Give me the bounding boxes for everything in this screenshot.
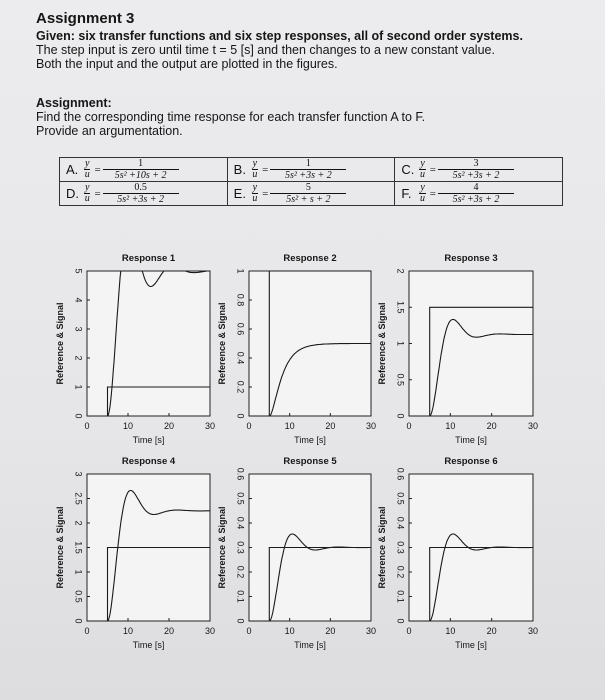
x-axis-label: Time [s] — [294, 435, 326, 445]
given-line: Both the input and the output are plotted in the figures. — [36, 57, 338, 71]
response-chart-3 — [377, 253, 538, 445]
y-tick-label: 1.5 — [395, 300, 406, 314]
y-tick-label: 0.5 — [235, 492, 246, 505]
x-tick-label: 20 — [486, 626, 497, 636]
y-tick-label: 0.3 — [395, 541, 406, 554]
y-tick-label: 1.5 — [73, 541, 84, 554]
y-tick-label: 0 — [235, 618, 246, 624]
y-tick-label: 1 — [235, 268, 246, 274]
x-tick-label: 30 — [365, 626, 377, 636]
response-chart-2 — [217, 253, 376, 445]
x-tick-label: 10 — [445, 421, 456, 431]
y-axis-label: Reference & Signal — [55, 302, 65, 385]
tf-numerator: 3 — [438, 158, 514, 170]
chart-title: Response 2 — [283, 253, 337, 264]
x-tick-label: 0 — [84, 421, 90, 431]
x-axis-label: Time [s] — [132, 640, 165, 650]
y-tick-label: 2 — [395, 268, 406, 274]
x-tick-label: 30 — [365, 421, 377, 431]
tf-denominator: 5s² +3s + 2 — [452, 170, 500, 181]
tf-numerator: 1 — [270, 158, 346, 170]
y-tick-label: 0.5 — [395, 373, 406, 387]
y-tick-label: 0 — [73, 413, 84, 419]
y-tick-label: 0.1 — [235, 590, 246, 603]
x-tick-label: 0 — [246, 626, 252, 636]
x-tick-label: 20 — [486, 421, 497, 431]
tf-letter: E. — [233, 186, 246, 201]
x-tick-label: 10 — [122, 626, 134, 636]
y-tick-label: 0.4 — [235, 351, 246, 365]
y-tick-label: 0 — [395, 618, 406, 624]
y-tick-label: 0.2 — [235, 565, 246, 579]
tf-letter: A. — [66, 162, 79, 177]
assignment-line: Find the corresponding time response for each transfer function A to F. — [36, 110, 426, 124]
chart-title: Response 5 — [283, 456, 337, 467]
y-tick-label: 1 — [73, 384, 84, 390]
y-axis-label: Reference & Signal — [217, 302, 227, 385]
y-axis-label: Reference & Signal — [55, 506, 65, 589]
tf-input-symbol: u — [420, 169, 426, 180]
y-tick-label: 3 — [73, 326, 84, 332]
y-tick-label: 0 — [395, 413, 406, 419]
tf-output-symbol: y — [252, 158, 258, 169]
x-tick-label: 0 — [246, 421, 252, 431]
y-tick-label: 4 — [73, 297, 84, 303]
x-tick-label: 0 — [406, 626, 412, 636]
tf-denominator: 5s² +10s + 2 — [114, 170, 167, 181]
tf-letter: B. — [233, 162, 246, 177]
tf-denominator: 5s² + s + 2 — [286, 194, 331, 205]
tf-equals: = — [429, 163, 436, 176]
x-tick-label: 10 — [122, 421, 134, 431]
tf-input-symbol: u — [84, 193, 90, 204]
plot-axes-box — [409, 271, 533, 416]
response-chart-5 — [217, 456, 376, 650]
tf-output-symbol: y — [85, 158, 90, 169]
tf-output-symbol: y — [252, 182, 258, 193]
x-tick-label: 30 — [527, 421, 539, 431]
y-tick-label: 0.6 — [395, 467, 406, 481]
assignment-heading: Assignment: — [36, 96, 112, 110]
response-chart-6 — [377, 456, 538, 650]
y-axis-label: Reference & Signal — [377, 506, 387, 589]
y-tick-label: 0.2 — [395, 565, 406, 579]
y-tick-label: 0.8 — [235, 293, 246, 307]
tf-denominator: 5s² +3s + 2 — [284, 170, 332, 181]
tf-output-symbol: y — [85, 182, 90, 193]
x-axis-label: Time [s] — [132, 435, 165, 445]
tf-input-symbol: u — [420, 193, 426, 204]
tf-input-symbol: u — [252, 169, 258, 180]
x-tick-label: 10 — [445, 626, 456, 636]
tf-equals: = — [429, 187, 436, 200]
x-axis-label: Time [s] — [455, 435, 487, 445]
tf-equals: = — [262, 163, 269, 176]
y-tick-label: 2.5 — [73, 492, 84, 505]
y-tick-label: 0.4 — [235, 516, 246, 530]
y-tick-label: 0.5 — [73, 590, 84, 603]
assignment-title: Assignment 3 — [36, 10, 135, 27]
plot-axes-box — [87, 271, 210, 416]
x-tick-label: 10 — [284, 626, 295, 636]
y-axis-label: Reference & Signal — [217, 506, 227, 589]
y-tick-label: 3 — [73, 471, 84, 477]
x-tick-label: 0 — [406, 421, 412, 431]
y-tick-label: 0.3 — [235, 541, 246, 554]
x-tick-label: 30 — [204, 626, 216, 636]
response-chart-1 — [55, 253, 215, 445]
given-line: The step input is zero until time t = 5 [s] and then changes to a new constant value. — [36, 43, 495, 57]
x-tick-label: 30 — [204, 421, 216, 431]
y-tick-label: 0.6 — [235, 322, 246, 336]
chart-title: Response 4 — [121, 456, 176, 467]
y-tick-label: 0 — [235, 413, 246, 419]
chart-title: Response 1 — [121, 253, 176, 264]
tf-equals: = — [262, 187, 269, 200]
tf-numerator: 5 — [270, 182, 346, 194]
x-tick-label: 20 — [163, 421, 175, 431]
x-tick-label: 30 — [527, 626, 539, 636]
y-tick-label: 2 — [73, 520, 84, 526]
assignment-line: Provide an argumentation. — [36, 124, 183, 138]
x-tick-label: 20 — [163, 626, 175, 636]
tf-numerator: 0.5 — [103, 182, 179, 194]
y-tick-label: 0 — [73, 618, 84, 624]
tf-input-symbol: u — [84, 169, 90, 180]
x-tick-label: 10 — [284, 421, 295, 431]
tf-input-symbol: u — [252, 193, 258, 204]
x-tick-label: 20 — [325, 421, 336, 431]
y-tick-label: 0.1 — [395, 590, 406, 603]
y-tick-label: 5 — [73, 268, 84, 274]
y-tick-label: 0.4 — [395, 516, 406, 530]
x-tick-label: 20 — [325, 626, 336, 636]
x-tick-label: 0 — [84, 626, 90, 636]
tf-denominator: 5s² +3s + 2 — [452, 194, 500, 205]
tf-output-symbol: y — [420, 182, 425, 193]
tf-letter: C. — [401, 162, 415, 177]
chart-title: Response 6 — [444, 456, 498, 467]
tf-output-symbol: y — [420, 158, 425, 169]
tf-equals: = — [94, 163, 101, 176]
tf-numerator: 1 — [103, 158, 179, 170]
tf-letter: D. — [66, 186, 79, 201]
y-tick-label: 2 — [73, 355, 84, 361]
y-tick-label: 0.2 — [235, 380, 246, 394]
y-axis-label: Reference & Signal — [377, 302, 387, 385]
tf-letter: F. — [401, 186, 412, 201]
y-tick-label: 0.6 — [235, 467, 246, 481]
given-line: Given: six transfer functions and six step responses, all of second order systems. — [36, 29, 523, 43]
chart-title: Response 3 — [444, 253, 498, 264]
tf-equals: = — [94, 187, 101, 200]
y-tick-label: 1 — [395, 340, 406, 347]
tf-denominator: 5s² +3s + 2 — [117, 194, 165, 205]
y-tick-label: 0.5 — [395, 492, 406, 505]
tf-numerator: 4 — [438, 182, 514, 194]
x-axis-label: Time [s] — [455, 640, 487, 650]
y-tick-label: 1 — [73, 569, 84, 575]
response-chart-4 — [55, 456, 215, 650]
x-axis-label: Time [s] — [294, 640, 326, 650]
